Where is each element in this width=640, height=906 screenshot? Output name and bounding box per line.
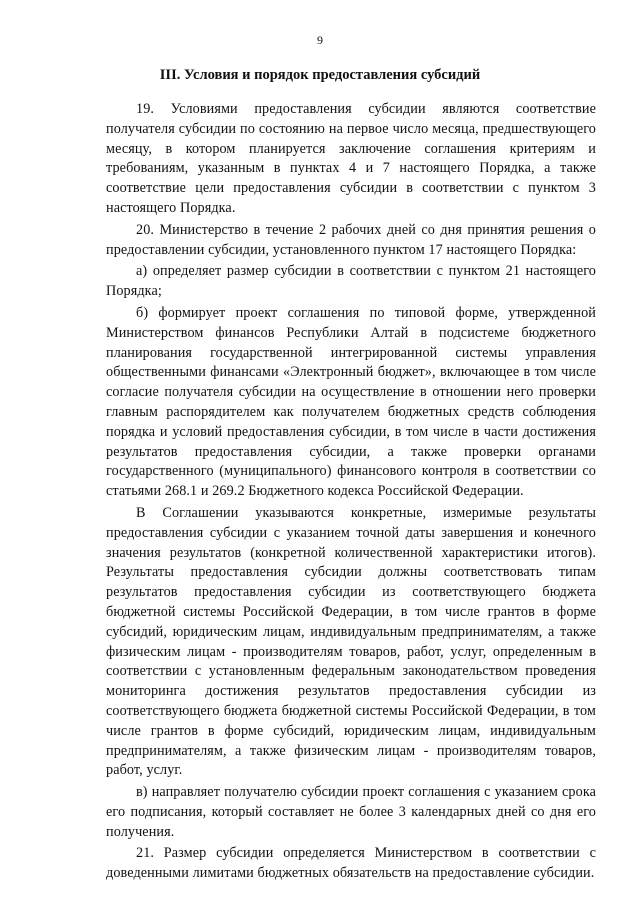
body-text bbox=[106, 100, 596, 886]
page-number: 9 bbox=[317, 33, 323, 47]
paragraph-21-subsidy-amount: 21. Размер субсидии определяется Министерством в соответствии с доведенными лимитами бюджетных обязательств на предоставление субсидии. bbox=[106, 845, 596, 882]
subitem-b-draft-agreement: б) формирует проект соглашения по типовой форме, утвержденной Министерством финансов Республики Алтай в подсистеме бюджетного планирования государственной интегрированной системы управления общественными финансами «Электронный бюджет», включающее в том числе согласие получателя субсидии на осуществление в отношении него проверки главным распорядителем как получателем бюджетных средств соблюдения порядка и условий предоставления субсидии, в том числе в части достижения результатов предоставления субсидии, а также проверки органами государственного (муниципального) финансового контроля в соответствии со статьями 268.1 и 269.2 Бюджетного кодекса Российской Федерации. bbox=[106, 304, 596, 500]
section-title: III. Условия и порядок предоставления субсидий bbox=[159, 67, 481, 83]
paragraph-20-ministry-actions: 20. Министерство в течение 2 рабочих дней со дня принятия решения о предоставлении субсидии, установленного пунктом 17 настоящего Порядка: bbox=[106, 221, 596, 258]
paragraph-agreement-results: В Соглашении указываются конкретные, измеримые результаты предоставления субсидии с указанием точной даты завершения и конечного значения результатов (конкретной количественной характеристики итогов). Результаты предоставления субсидии должны соответствовать типам результатов предоставления субсидии из соответствующего бюджета бюджетной системы Российской Федерации, в том числе грантов в форме субсидий, юридическим лицам, индивидуальным предпринимателям, а также физическим лицам - производителям товаров, работ, услуг, определенным в соответствии с установленным федеральным законодательством проведения мониторинга достижения результатов предоставления субсидии из соответствующего бюджета бюджетной системы Российской Федерации, в том числе грантов в форме субсидий, юридическим лицам, индивидуальным предпринимателям, а также физическим лицам - производителям товаров, работ, услуг. bbox=[106, 504, 596, 779]
subitem-a-determine-amount: а) определяет размер субсидии в соответствии с пунктом 21 настоящего Порядка; bbox=[106, 263, 596, 300]
subitem-v-send-agreement: в) направляет получателю субсидии проект соглашения с указанием срока его подписания, который составляет не более 3 календарных дней со дня его получения. bbox=[106, 784, 596, 840]
paragraph-19-conditions: 19. Условиями предоставления субсидии являются соответствие получателя субсидии по состоянию на первое число месяца, предшествующего месяцу, в котором планируется заключение соглашения критериям и требованиям, указанным в пунктах 4 и 7 настоящего Порядка, а также соответствие цели предоставления субсидии в соответствии с пунктом 3 настоящего Порядка. bbox=[106, 101, 596, 216]
